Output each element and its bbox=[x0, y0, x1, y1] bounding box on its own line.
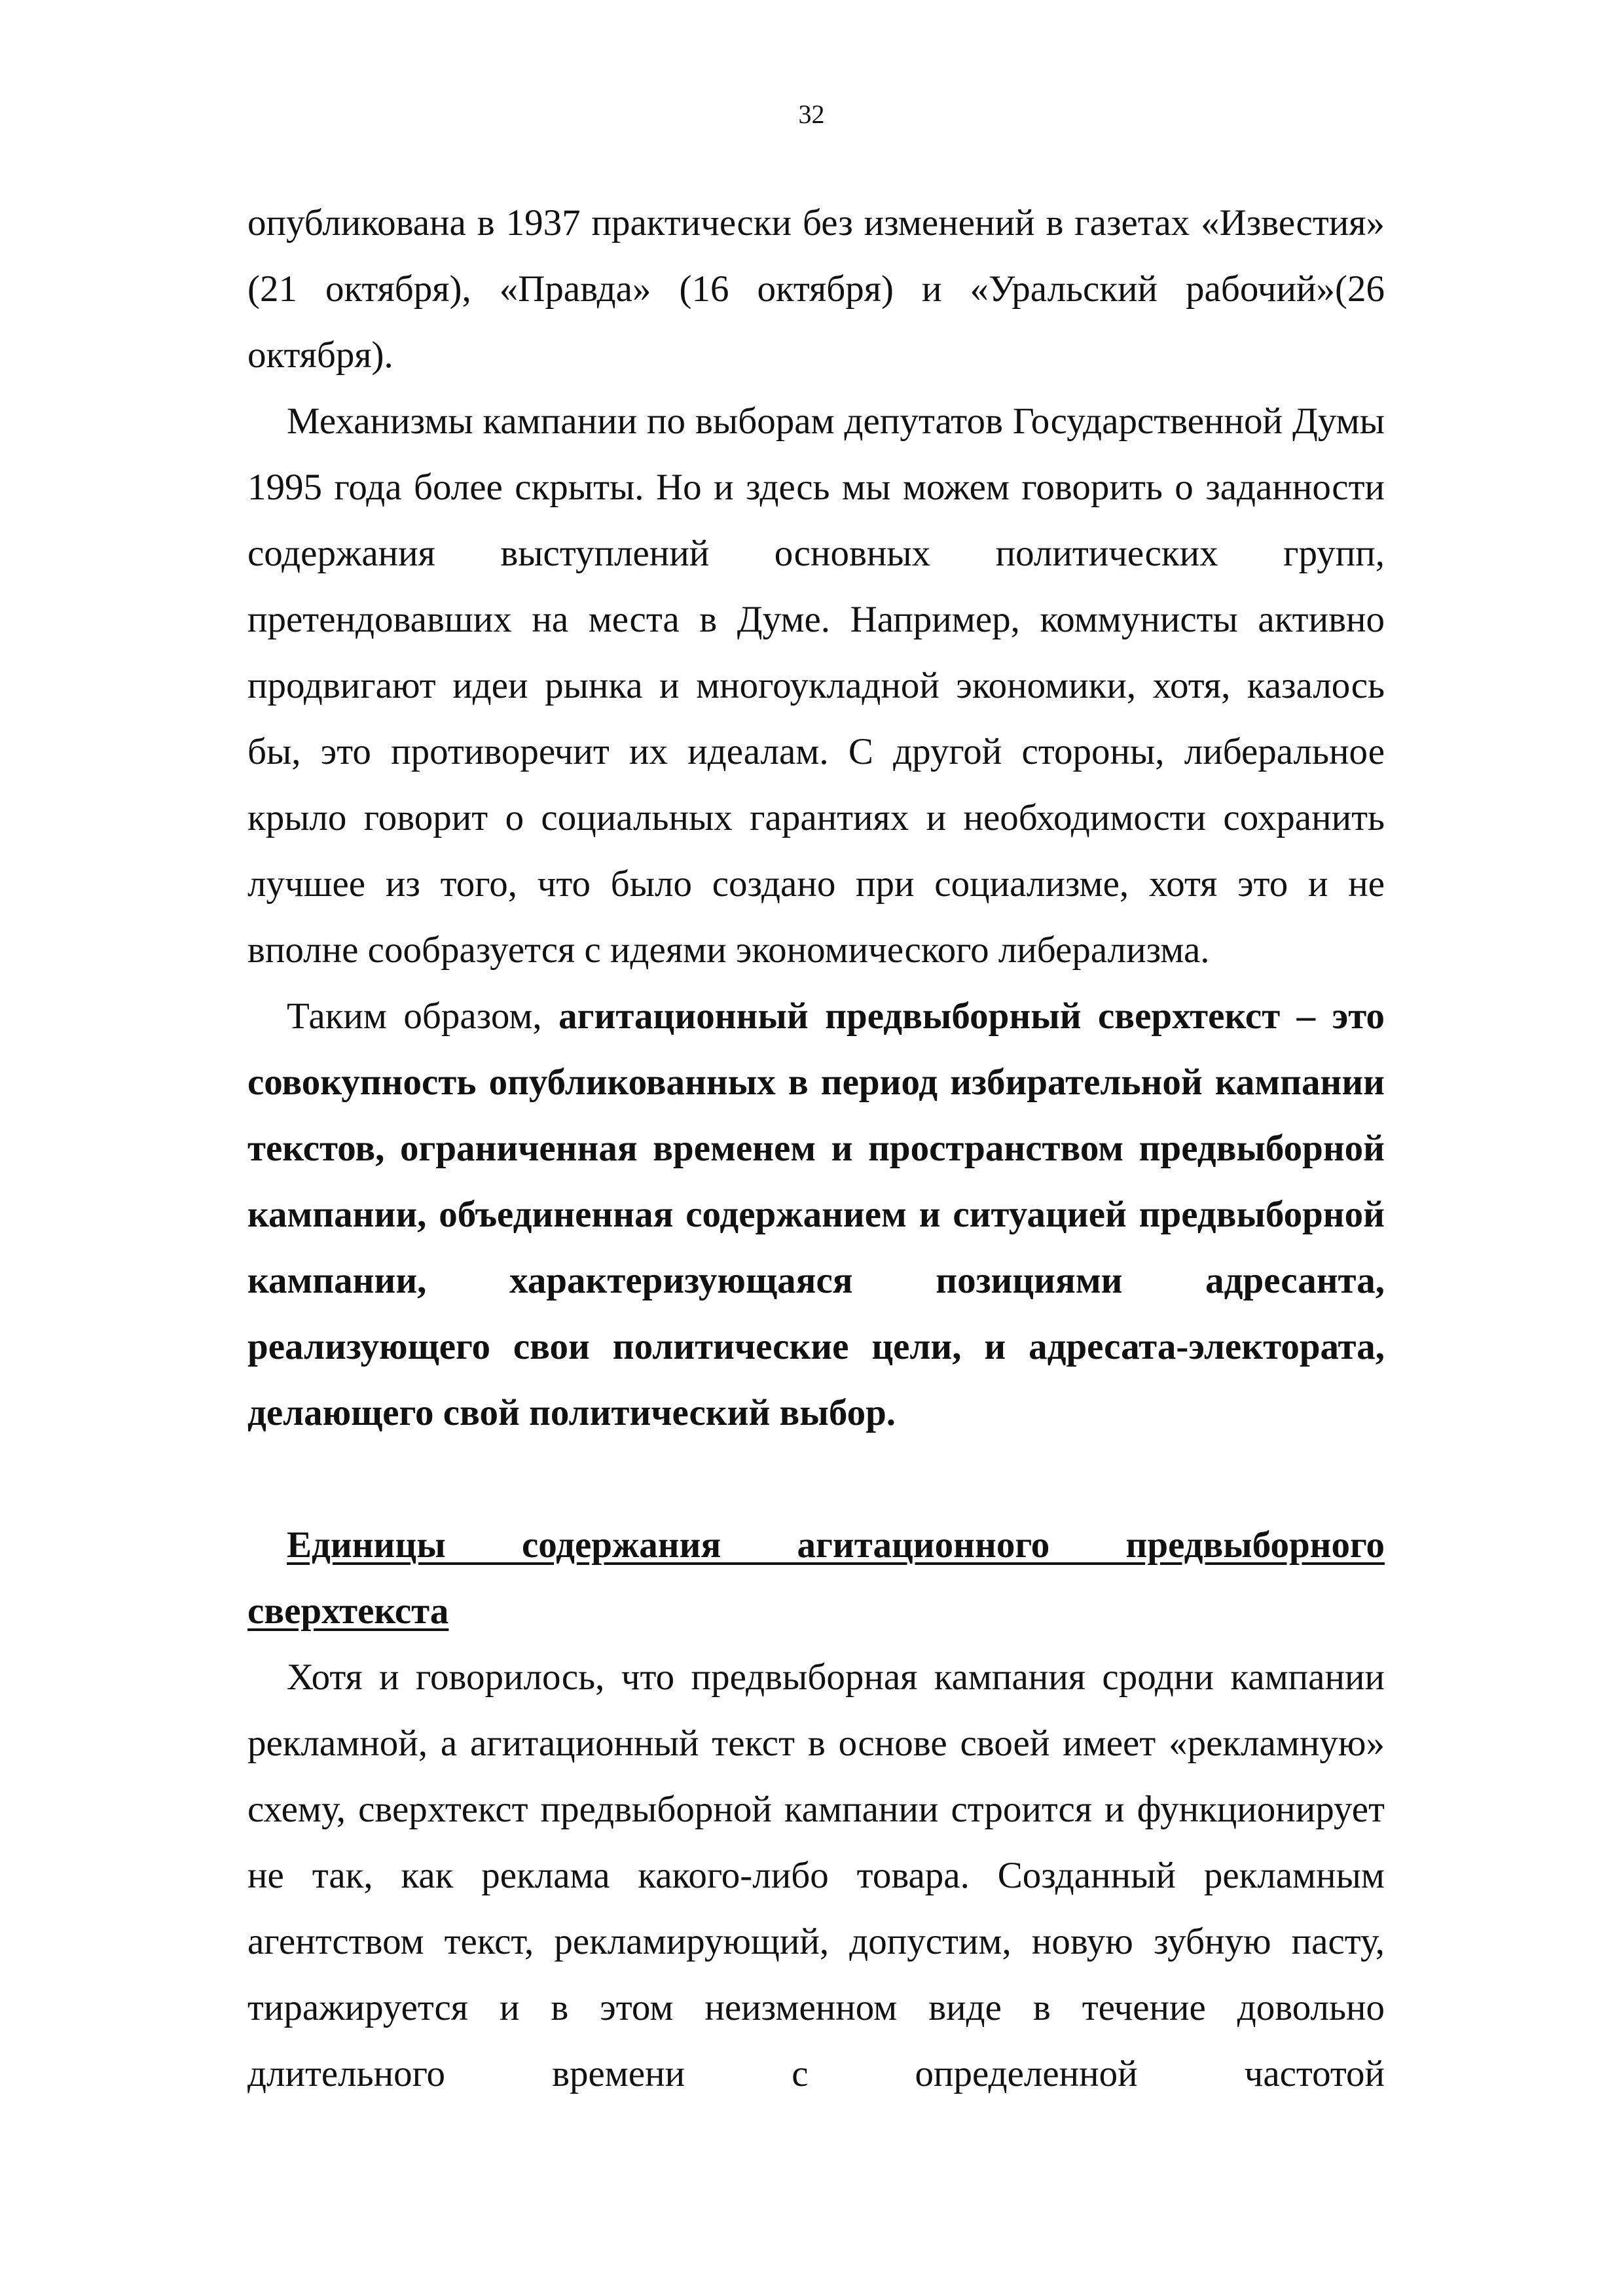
paragraph-duma-campaign: Механизмы кампании по выборам депутатов Государственной Думы 1995 года более скрыты. Но и здесь мы можем говорить о заданности содержания выступлений основных политических групп, претендовавших на места в Думе. Например, коммунисты активно продвигают идеи рынка и многоукладной экономики, хотя, казалось бы, это противоречит их идеалам. С другой стороны, либеральное крыло говорит о социальных гарантиях и необходимости сохранить лучшее из того, что было создано при социализме, хотя это и не вполне сообразуется с идеями экономического либерализма. bbox=[247, 401, 1385, 971]
paragraph-continuation: опубликована в 1937 практически без изменений в газетах «Известия» (21 октября), «Правда» (16 октября) и «Уральский рабочий»(26 октября). bbox=[247, 202, 1385, 376]
paragraph-advertising-comparison: Хотя и говорилось, что предвыборная кампания сродни кампании рекламной, а агитационный текст в основе своей имеет «рекламную» схему, сверхтекст предвыборной кампании строится и функционирует не так, как реклама какого-либо товара. Созданный рекламным агентством текст, рекламирующий, допустим, новую зубную пасту, тиражируется и в этом неизменном виде в течение довольно длительного времени с определенной частотой bbox=[247, 1657, 1385, 2094]
page-number: 32 bbox=[798, 99, 825, 129]
document-body bbox=[247, 190, 1385, 2107]
section-heading: Единицы содержания агитационного предвыборного сверхтекста bbox=[247, 1524, 1385, 1632]
definition-bold-text: агитационный предвыборный сверхтекст – это совокупность опубликованных в период избирательной кампании текстов, ограниченная временем и пространством предвыборной кампании, объединенная содержанием и ситуацией предвыборной кампании, характеризующаяся позициями адресанта, реализующего свои политические цели, и адресата-электората, делающего свой политический выбор. bbox=[247, 996, 1385, 1433]
paragraph-definition bbox=[247, 983, 1385, 1446]
definition-lead-text: Таким образом, bbox=[287, 996, 559, 1037]
